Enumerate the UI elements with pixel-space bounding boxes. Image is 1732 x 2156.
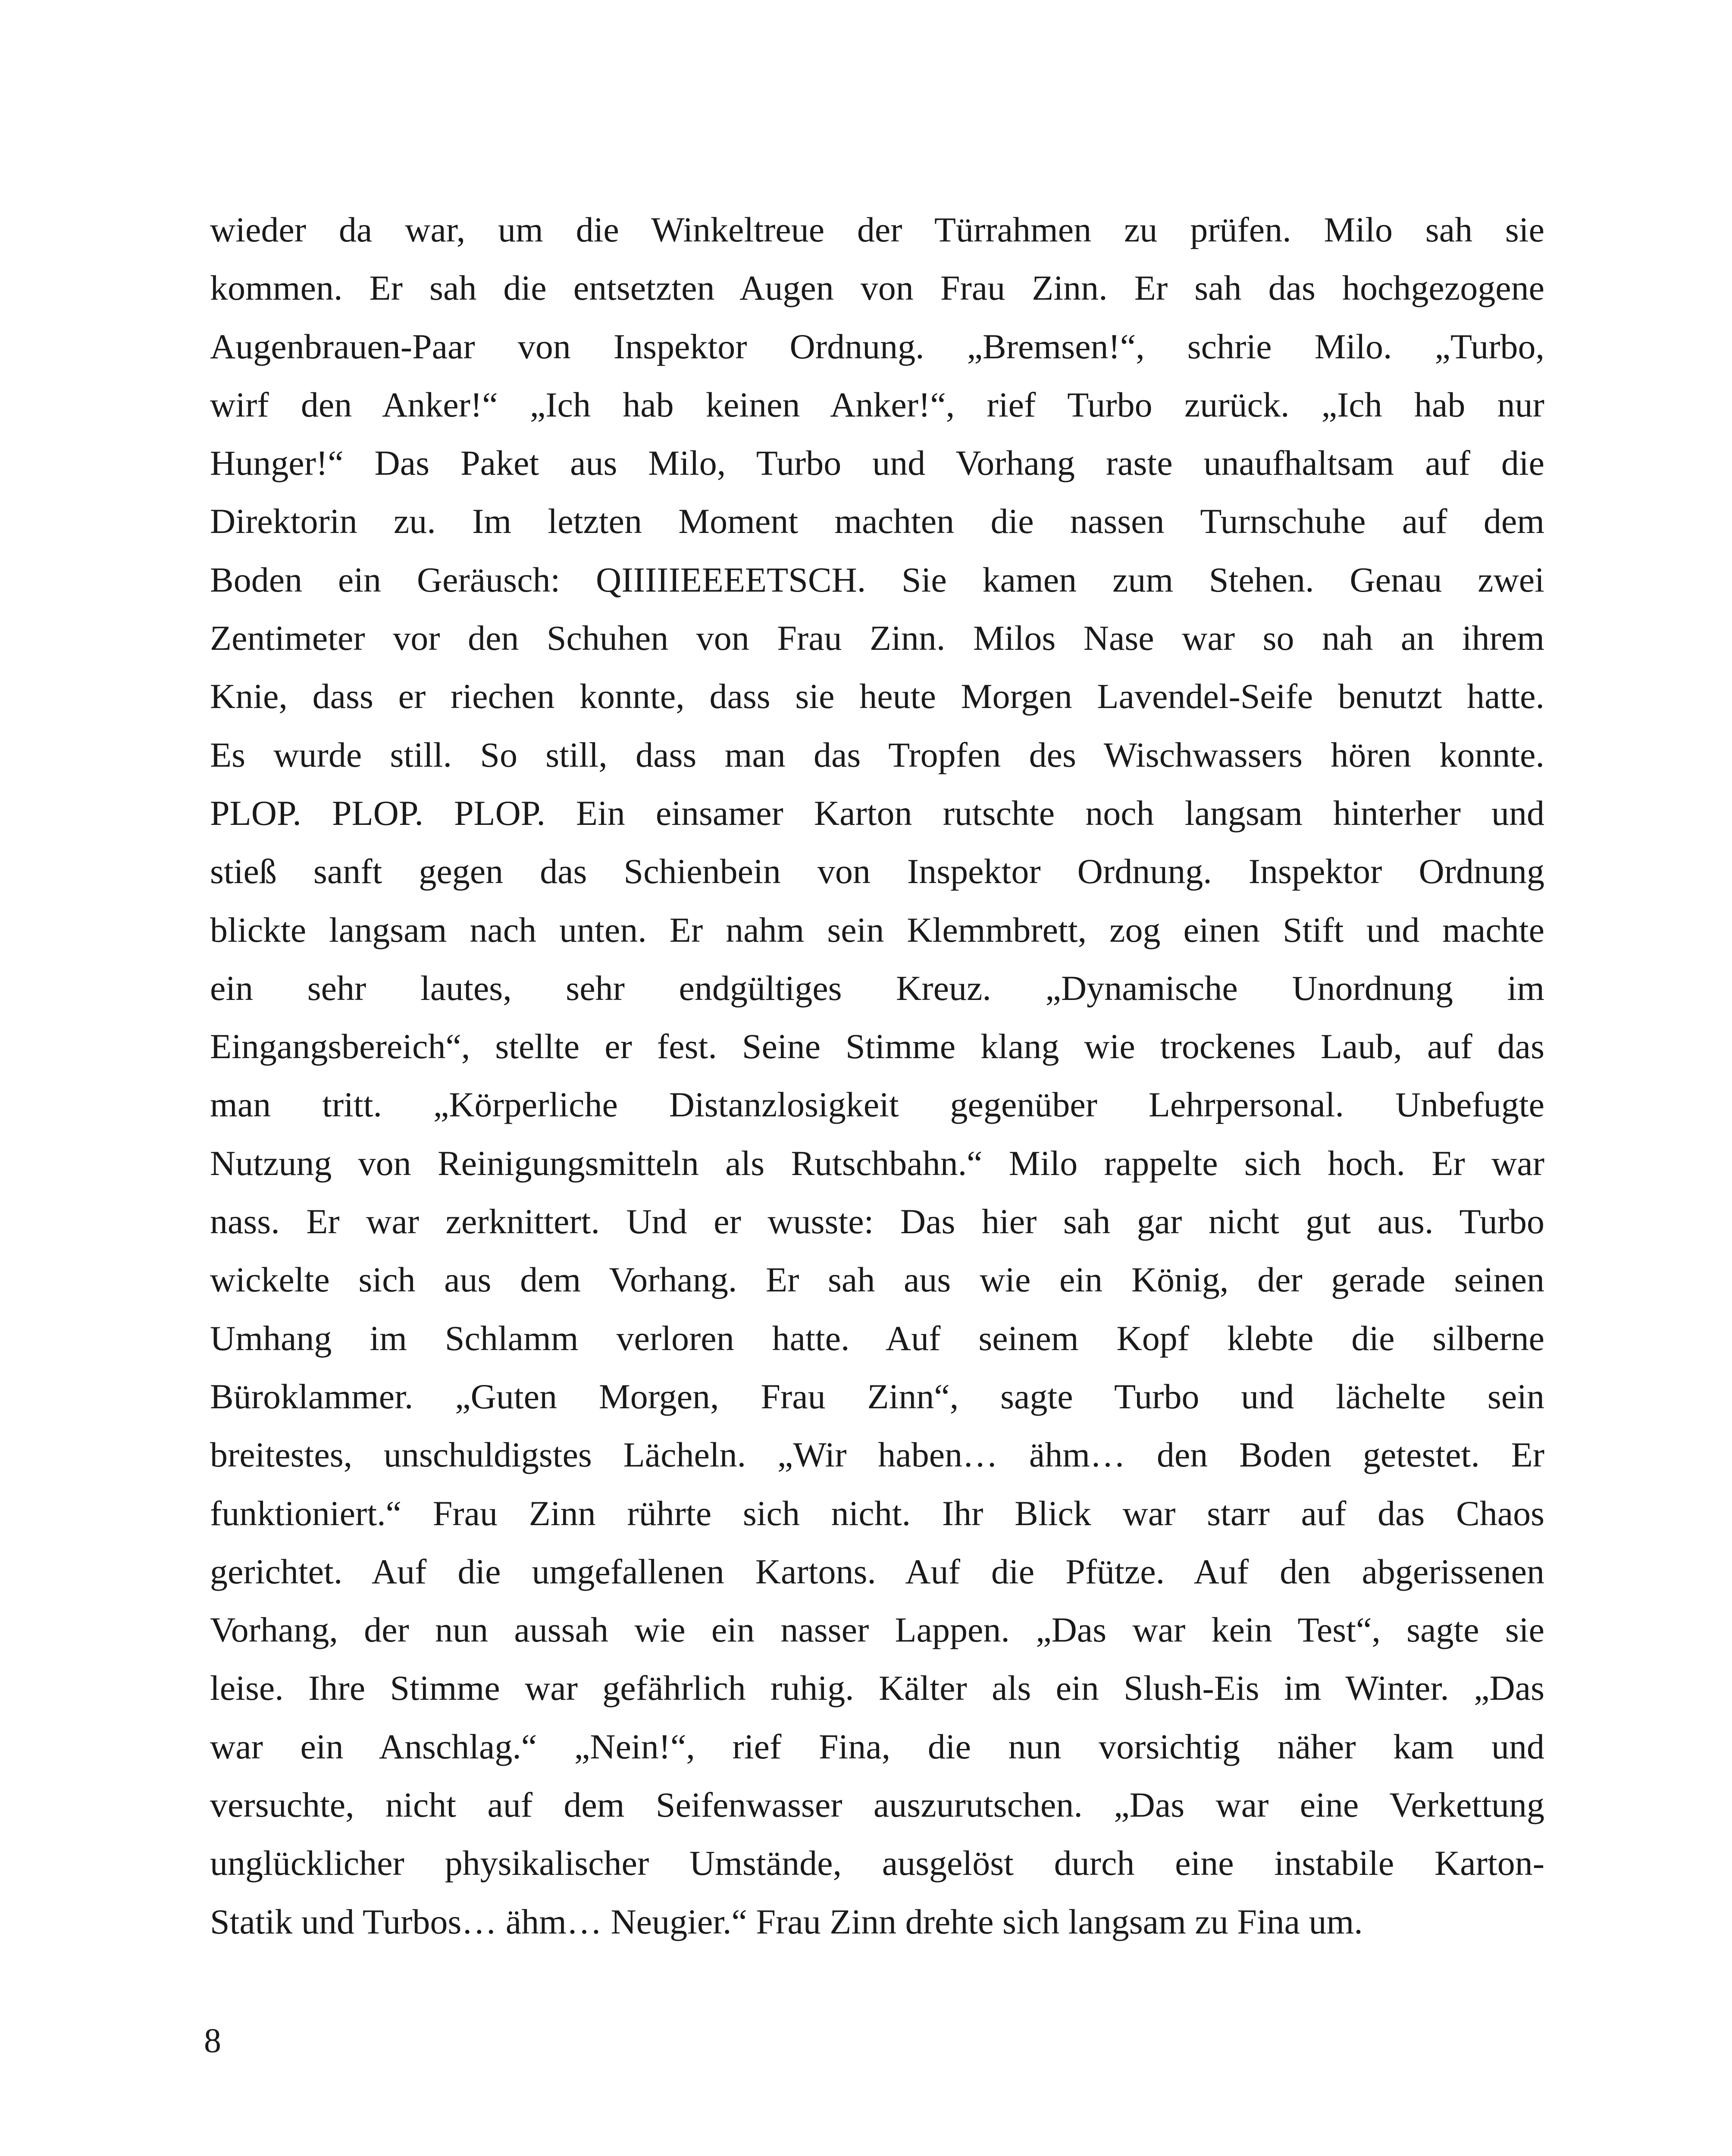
page-number: 8: [204, 2022, 221, 2060]
text-line: blickte langsam nach unten. Er nahm sein Klemmbrett, zog einen Stift und machte: [210, 910, 1544, 950]
text-line: breitestes, unschuldigstes Lächeln. „Wir haben… ähm… den Boden getestet. Er: [210, 1435, 1544, 1475]
text-line: Augenbrauen-Paar von Inspektor Ordnung. „Bremsen!“, schrie Milo. „Turbo,: [210, 326, 1544, 366]
text-line: Eingangsbereich“, stellte er fest. Seine Stimme klang wie trockenes Laub, auf das: [210, 1027, 1544, 1066]
text-line: Zentimeter vor den Schuhen von Frau Zinn. Milos Nase war so nah an ihrem: [210, 618, 1544, 658]
text-line: kommen. Er sah die entsetzten Augen von Frau Zinn. Er sah das hochgezogene: [210, 268, 1544, 308]
text-line: wieder da war, um die Winkeltreue der Türrahmen zu prüfen. Milo sah sie: [210, 210, 1544, 249]
text-line: Hunger!“ Das Paket aus Milo, Turbo und Vorhang raste unaufhaltsam auf die: [210, 443, 1544, 483]
text-line: PLOP. PLOP. PLOP. Ein einsamer Karton rutschte noch langsam hinterher und: [210, 793, 1544, 833]
text-line: Knie, dass er riechen konnte, dass sie heute Morgen Lavendel-Seife benutzt hatte.: [210, 677, 1544, 716]
text-line: Boden ein Geräusch: QIIIIIEEEETSCH. Sie kamen zum Stehen. Genau zwei: [210, 560, 1544, 599]
text-line: unglücklicher physikalischer Umstände, ausgelöst durch eine instabile Karton-: [210, 1843, 1544, 1883]
text-line: man tritt. „Körperliche Distanzlosigkeit gegenüber Lehrpersonal. Unbefugte: [210, 1085, 1544, 1125]
text-line: Es wurde still. So still, dass man das Tropfen des Wischwassers hören konnte.: [210, 735, 1544, 774]
text-line: gerichtet. Auf die umgefallenen Kartons. Auf die Pfütze. Auf den abgerissenen: [210, 1551, 1544, 1591]
text-line: wirf den Anker!“ „Ich hab keinen Anker!“, rief Turbo zurück. „Ich hab nur: [210, 385, 1544, 424]
text-line: Statik und Turbos… ähm… Neugier.“ Frau Zinn drehte sich langsam zu Fina um.: [210, 1902, 1363, 1941]
text-line: Umhang im Schlamm verloren hatte. Auf seinem Kopf klebte die silberne: [210, 1318, 1544, 1358]
text-line: leise. Ihre Stimme war gefährlich ruhig. Kälter als ein Slush-Eis im Winter. „Das: [210, 1668, 1544, 1708]
text-line: war ein Anschlag.“ „Nein!“, rief Fina, die nun vorsichtig näher kam und: [210, 1727, 1544, 1766]
text-line: stieß sanft gegen das Schienbein von Inspektor Ordnung. Inspektor Ordnung: [210, 852, 1544, 891]
text-line: ein sehr lautes, sehr endgültiges Kreuz. „Dynamische Unordnung im: [210, 968, 1544, 1008]
text-line: Vorhang, der nun aussah wie ein nasser Lappen. „Das war kein Test“, sagte sie: [210, 1610, 1544, 1650]
text-line: Nutzung von Reinigungsmitteln als Rutschbahn.“ Milo rappelte sich hoch. Er war: [210, 1143, 1544, 1183]
body-text: [210, 201, 1544, 1951]
text-line: Büroklammer. „Guten Morgen, Frau Zinn“, sagte Turbo und lächelte sein: [210, 1376, 1544, 1416]
text-line: Direktorin zu. Im letzten Moment machten die nassen Turnschuhe auf dem: [210, 501, 1544, 541]
text-line: nass. Er war zerknittert. Und er wusste: Das hier sah gar nicht gut aus. Turbo: [210, 1202, 1544, 1241]
text-line: versuchte, nicht auf dem Seifenwasser auszurutschen. „Das war eine Verkettung: [210, 1785, 1544, 1825]
text-line: funktioniert.“ Frau Zinn rührte sich nicht. Ihr Blick war starr auf das Chaos: [210, 1493, 1544, 1533]
text-line: wickelte sich aus dem Vorhang. Er sah aus wie ein König, der gerade seinen: [210, 1260, 1544, 1300]
